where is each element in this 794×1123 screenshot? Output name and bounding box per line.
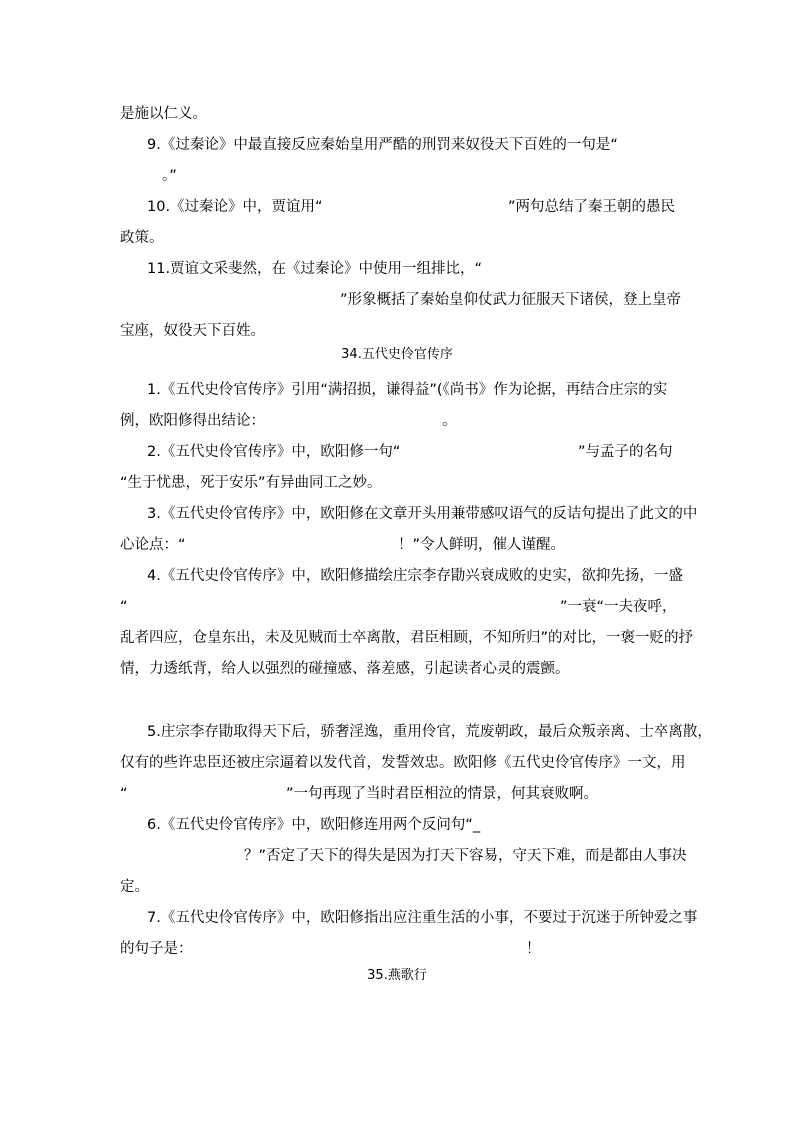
question-9: 9.《过秦论》中最直接反应秦始皇用严酷的刑罚来奴役天下百姓的一句是“ [147, 137, 618, 153]
text-line: ”形象概括了秦始皇仰仗武力征服天下诸侯，登上皇帝 [340, 292, 682, 308]
text-line: 例，欧阳修得出结论： [120, 413, 265, 429]
text-line: “ [120, 786, 128, 802]
text-line: ！ [526, 941, 541, 957]
text-line: 定。 [120, 879, 149, 895]
section-heading-34: 34.五代史伶官传序 [341, 347, 453, 362]
text-line: ？”否定了天下的得失是因为打天下容易，守天下难，而是都由人事决 [244, 848, 687, 864]
text-line: 政策。 [120, 230, 164, 246]
text-line: “生于忧患，死于安乐”有异曲同工之妙。 [120, 475, 382, 491]
question-2: 2.《五代史伶官传序》中，欧阳修一句“ [147, 444, 401, 460]
section-heading-35: 35.燕歌行 [367, 968, 427, 983]
text-line: ”两句总结了秦王朝的愚民 [508, 199, 676, 215]
question-11: 11.贾谊文采斐然，在《过秦论》中使用一组排比，“ [147, 261, 483, 277]
text-line: 宝座，奴役天下百姓。 [120, 323, 265, 339]
text-line: ”一衰“一夫夜呼， [560, 599, 677, 615]
question-5: 5.庄宗李存勖取得天下后，骄奢淫逸，重用伶官，荒废朝政，最后众叛亲离、士卒离散， [147, 724, 712, 740]
question-1: 1.《五代史伶官传序》引用“满招损，谦得益”(《尚书》作为论据，再结合庄宗的实 [147, 382, 668, 398]
text-line: ”与孟子的名句 [578, 444, 673, 460]
question-10: 10.《过秦论》中，贾谊用“ [147, 199, 323, 215]
question-7: 7.《五代史伶官传序》中，欧阳修指出应注重生活的小事，不要过于沉迷于所钟爱之事 [147, 910, 698, 926]
text-line: 乱者四应，仓皇东出，未及见贼而士卒离散，君臣相顾，不知所归”的对比，一褒一贬的抒 [120, 630, 694, 646]
text-line: 的句子是： [120, 941, 193, 957]
text-line: 。 [442, 413, 457, 429]
question-4: 4.《五代史伶官传序》中，欧阳修描绘庄宗李存勖兴衰成败的史实，欲抑先扬，一盛 [147, 568, 683, 584]
question-3: 3.《五代史伶官传序》中，欧阳修在文章开头用兼带感叹语气的反诘句提出了此文的中 [147, 506, 698, 522]
text-line: 。” [162, 168, 177, 184]
text-line: 心论点：“ [120, 537, 186, 553]
question-6: 6.《五代史伶官传序》中，欧阳修连用两个反问句“_ [147, 817, 481, 833]
text-line: “ [120, 599, 128, 615]
text-line: ”一句再现了当时君臣相泣的情景，何其衰败啊。 [286, 786, 599, 802]
text-line: ！”令人鲜明，催人谨醒。 [398, 537, 566, 553]
text-line: 是施以仁义。 [120, 106, 207, 122]
text-line: 情，力透纸背，给人以强烈的碰撞感、落差感，引起读者心灵的震颤。 [120, 661, 570, 677]
text-line: 仅有的些许忠臣还被庄宗逼着以发代首，发誓效忠。欧阳修《五代史伶官传序》一文，用 [120, 755, 686, 771]
